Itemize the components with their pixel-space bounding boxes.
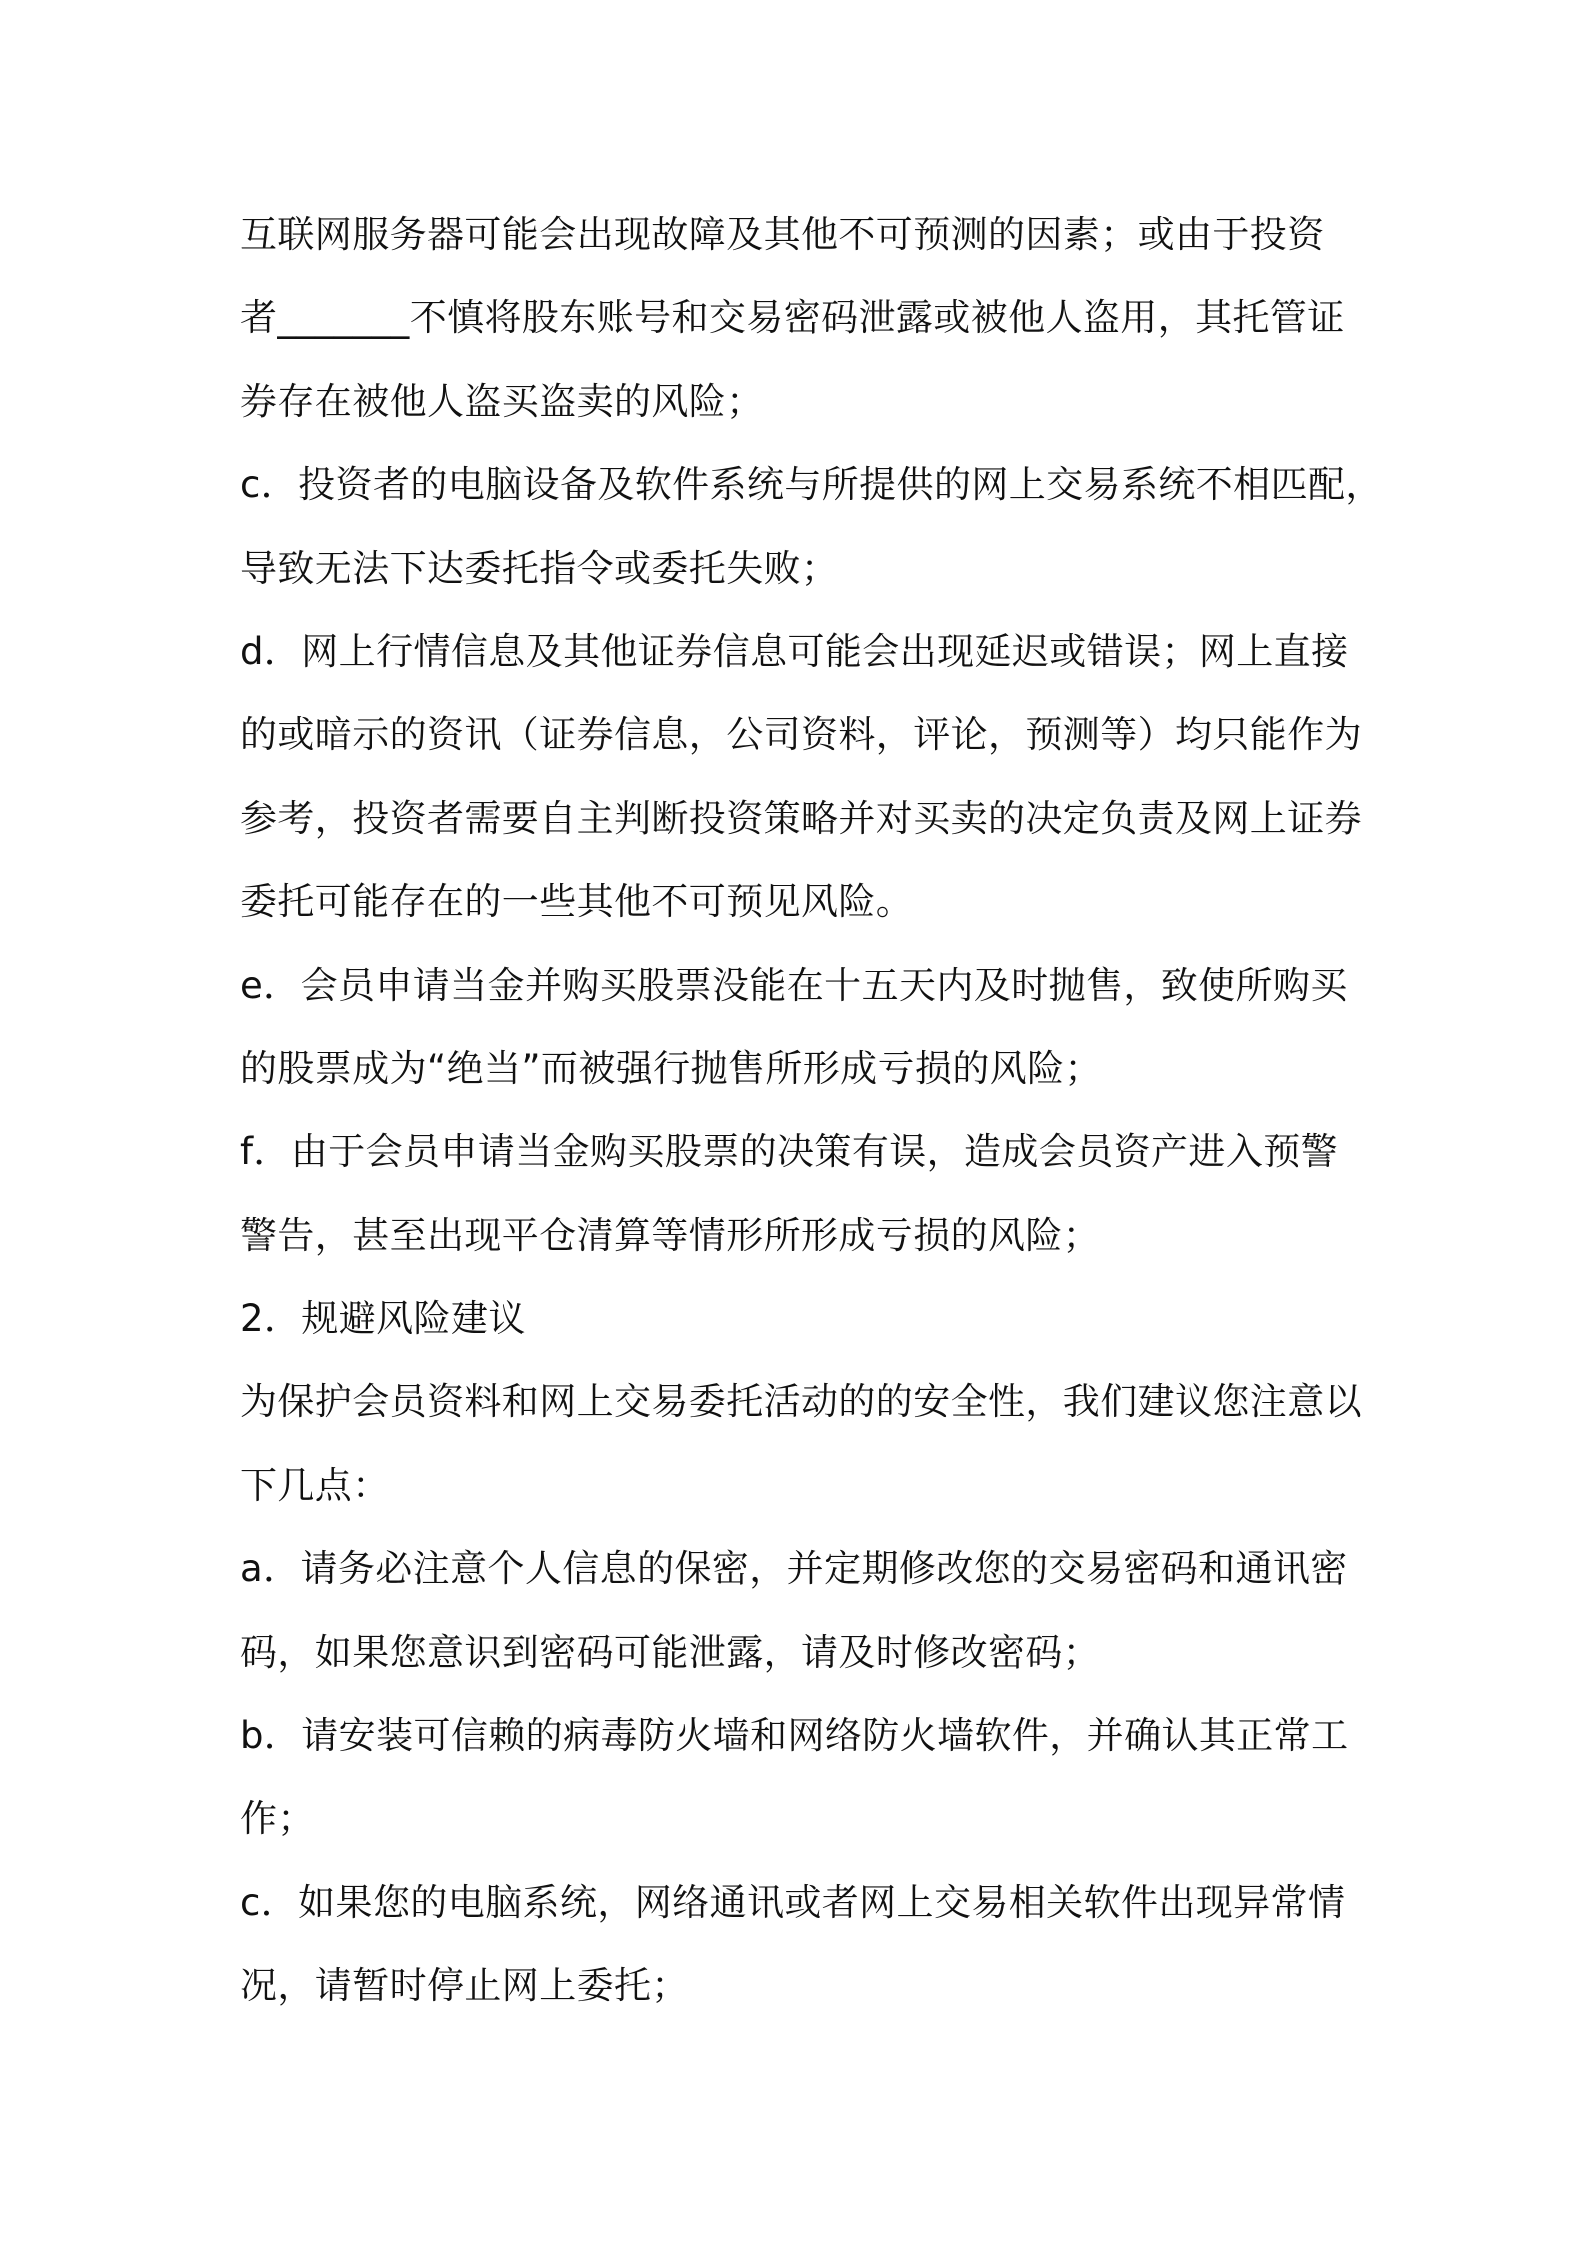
text-line: b．请安装可信赖的病毒防火墙和网络防火墙软件，并确认其正常工: [240, 1714, 1349, 1758]
text-line: 码，如果您意识到密码可能泄露，请及时修改密码；: [240, 1630, 1101, 1674]
text-line: 况，请暂时停止网上委托；: [240, 1964, 689, 2008]
section-heading: 2．规避风险建议: [240, 1297, 526, 1341]
text-line: 的股票成为“绝当”而被强行抛售所形成亏损的风险；: [240, 1046, 1102, 1090]
text-line: 委托可能存在的一些其他不可预见风险。: [240, 880, 914, 924]
text-line: d．网上行情信息及其他证券信息可能会出现延迟或错误；网上直接: [240, 629, 1349, 673]
text-line: 下几点：: [240, 1463, 390, 1507]
text-line: 作；: [240, 1797, 315, 1841]
text-line: 参考，投资者需要自主判断投资策略并对买卖的决定负责及网上证券: [240, 796, 1362, 840]
text-line: 者_______不慎将股东账号和交易密码泄露或被他人盗用，其托管证: [240, 296, 1345, 340]
text-line: c．如果您的电脑系统，网络通讯或者网上交易相关软件出现异常情: [240, 1880, 1346, 1924]
text-line: 券存在被他人盗买盗卖的风险；: [240, 379, 764, 423]
text-line: e．会员申请当金并购买股票没能在十五天内及时抛售，致使所购买: [240, 963, 1348, 1007]
text-line: 导致无法下达委托指令或委托失败；: [240, 546, 839, 590]
text-line: c．投资者的电脑设备及软件系统与所提供的网上交易系统不相匹配，: [240, 463, 1383, 507]
document-body: [240, 193, 1383, 2028]
text-line: f．由于会员申请当金购买股票的决策有误，造成会员资产进入预警: [240, 1130, 1339, 1174]
text-line: 为保护会员资料和网上交易委托活动的的安全性，我们建议您注意以: [240, 1380, 1362, 1424]
text-line: 的或暗示的资讯（证券信息，公司资料，评论，预测等）均只能作为: [240, 713, 1362, 757]
text-line: 警告，甚至出现平仓清算等情形所形成亏损的风险；: [240, 1213, 1101, 1257]
text-line: a．请务必注意个人信息的保密，并定期修改您的交易密码和通讯密: [240, 1547, 1348, 1591]
text-line: 互联网服务器可能会出现故障及其他不可预测的因素；或由于投资: [240, 213, 1325, 256]
